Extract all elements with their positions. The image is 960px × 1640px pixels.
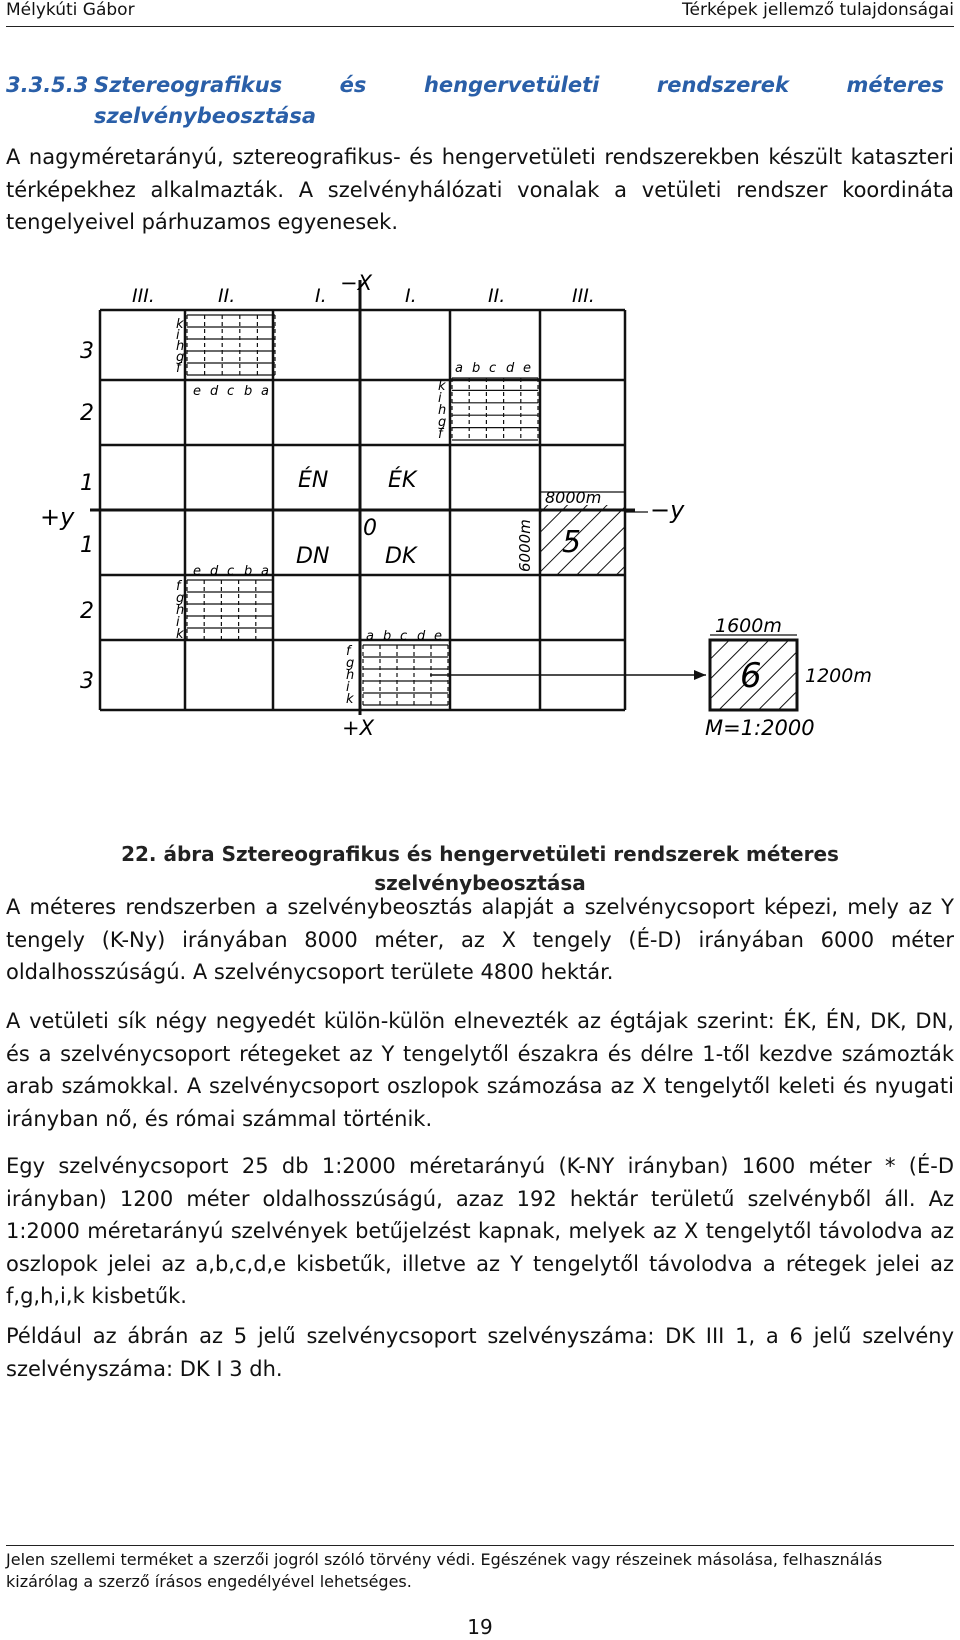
col-label-right-3: III. (572, 285, 595, 307)
sheet-letter: i (438, 391, 442, 406)
row-label-top-3: 3 (80, 339, 94, 364)
sheet-letter: b (244, 564, 253, 579)
col-label-right-1: I. (405, 285, 417, 307)
sheet-letter: f (346, 644, 351, 659)
sheet-letter: g (438, 415, 447, 430)
sheet-letter: f (176, 579, 181, 594)
intro-paragraph: A nagyméretarányú, sztereografikus- és hengervetületi rendszerekben készült kataszteri térképekhez alkalmazták. A szelvényhálózati vonalak a vetületi rendszer koordináta tengelyeivel párhuzamos egyenesek. (6, 145, 954, 234)
sheet-letter: a (261, 564, 269, 579)
pointer-arrowhead (694, 670, 706, 680)
caption-line1: 22. ábra Sztereografikus és hengervetületi rendszerek méteres (121, 842, 839, 866)
sheet-letter: d (210, 564, 219, 579)
sheet-letter: a (261, 384, 269, 399)
sheet-number-6: 6 (740, 656, 762, 696)
sheet-letter: e (193, 384, 201, 399)
dim-height-label: 6000m (516, 519, 534, 572)
copyright-footer: Jelen szellemi terméket a szerzői jogról szóló törvény védi. Egészének vagy részeinek másolása, felhasználás kizárólag a szerző írásos engedélyével lehetséges. (6, 1545, 954, 1593)
sheet-letter: b (472, 361, 481, 376)
page-header (6, 0, 954, 27)
section-heading (6, 70, 954, 132)
paragraph-4: Például az ábrán az 5 jelű szelvénycsoport szelvényszáma: DK III 1, a 6 jelű szelvény szelvényszáma: DK I 3 dh. (6, 1324, 954, 1381)
sheet-letter: f (438, 427, 443, 442)
sheet-letter: g (346, 656, 355, 671)
section-title-line1: Sztereografikus és hengervetületi rendszerek méteres (94, 73, 944, 97)
sheet-letter: h (176, 603, 185, 618)
axis-top-label: −X (340, 271, 372, 295)
quadrant-en: ÉN (298, 468, 329, 493)
quadrant-dk: DK (385, 544, 417, 569)
header-author: Mélykúti Gábor (6, 0, 135, 20)
sheet-letter: d (417, 629, 426, 644)
quadrant-dn: DN (296, 544, 330, 569)
sheet-letter: k (438, 379, 446, 394)
paragraph-2: A vetületi sík négy negyedét külön-külön elnevezték az égtájak szerint: ÉK, ÉN, DK, DN, és a szelvénycsoport rétegeket az Y tengelytől északra és délre 1-től kezdve számozták arab számokkal. A szelvénycsoport oszlopok számozása az X tengelytől keleti és nyugati irányban nő, és római számmal történik. (6, 1009, 954, 1131)
col-label-left-2: II. (218, 285, 236, 307)
sheet-letter: h (438, 403, 447, 418)
sheet-letter: b (244, 384, 253, 399)
sheet-letter: d (506, 361, 515, 376)
row-label-top-1: 1 (80, 471, 94, 496)
sheet-letter: b (383, 629, 392, 644)
row-label-bottom-3: 3 (80, 669, 94, 694)
sheet-letter: g (176, 350, 185, 365)
sheet-letter: e (193, 564, 201, 579)
sheet-letter: h (346, 668, 355, 683)
scale-label: M=1:2000 (705, 716, 815, 740)
sheet-width-label: 1600m (715, 615, 782, 637)
sheet-letter: c (227, 384, 235, 399)
sheet-letter: c (489, 361, 497, 376)
sheet-letter: g (176, 591, 185, 606)
sheet-letter: c (400, 629, 408, 644)
origin-label: 0 (363, 516, 377, 541)
dim-width-label: 8000m (545, 488, 602, 507)
axis-right-label: −y (650, 496, 685, 524)
col-label-left-3: III. (132, 285, 155, 307)
sheet-letter: a (366, 629, 374, 644)
quadrant-ek: ÉK (388, 468, 417, 493)
caption-line2: szelvénybeosztása (374, 871, 586, 895)
axis-left-label: +y (40, 503, 75, 531)
axis-bottom-label: +X (342, 716, 374, 740)
paragraph-1: A méteres rendszerben a szelvénybeosztás alapját a szelvénycsoport képezi, mely az Y tengely (K-Ny) irányában 8000 méter, az X tengely (É-D) irányában 6000 méter oldalhosszúságú. A szelvénycsoport területe 4800 hektár. (6, 895, 954, 984)
sheet-letter: e (523, 361, 531, 376)
col-label-left-1: I. (315, 285, 327, 307)
header-chapter: Térképek jellemző tulajdonságai (682, 0, 954, 20)
paragraph-3: Egy szelvénycsoport 25 db 1:2000 méretarányú (K-NY irányban) 1600 méter * (É-D irányban) 1200 méter oldalhosszúságú, azaz 192 hektár területű szelvényből áll. Az 1:2000 méretarányú szelvények betűjelzést kapnak, melyek az X tengelytől távolodva az oszlopok jelei az a,b,c,d,e kisbetűk, illetve az Y tengelytől távolodva a rétegek jelei az f,g,h,i,k kisbetűk. (6, 1154, 954, 1308)
page-number: 19 (467, 1615, 493, 1639)
group-5-hatch (540, 505, 625, 575)
sheet-letter: a (455, 361, 463, 376)
sheet-letter: d (210, 384, 219, 399)
sheet-letter: h (176, 339, 185, 354)
grid-figure (0, 260, 960, 790)
figure-caption (0, 840, 960, 898)
row-label-top-2: 2 (80, 401, 94, 426)
col-label-right-2: II. (488, 285, 506, 307)
sheet-letter: i (176, 328, 180, 343)
sheet-letter: k (176, 627, 184, 642)
section-number: 3.3.5.3 (6, 73, 89, 97)
sheet-letter: c (227, 564, 235, 579)
sheet-letter: e (434, 629, 442, 644)
row-label-bottom-2: 2 (80, 599, 94, 624)
group-number-5: 5 (562, 525, 582, 560)
row-label-bottom-1: 1 (80, 533, 94, 558)
sheet-letter: k (346, 692, 354, 707)
sheet-height-label: 1200m (805, 665, 872, 687)
sheet-letter: k (176, 317, 184, 332)
sheet-letter: f (176, 361, 181, 376)
sheet-letter: i (346, 680, 350, 695)
section-title-line2: szelvénybeosztása (94, 104, 317, 128)
sheet-letter: i (176, 615, 180, 630)
